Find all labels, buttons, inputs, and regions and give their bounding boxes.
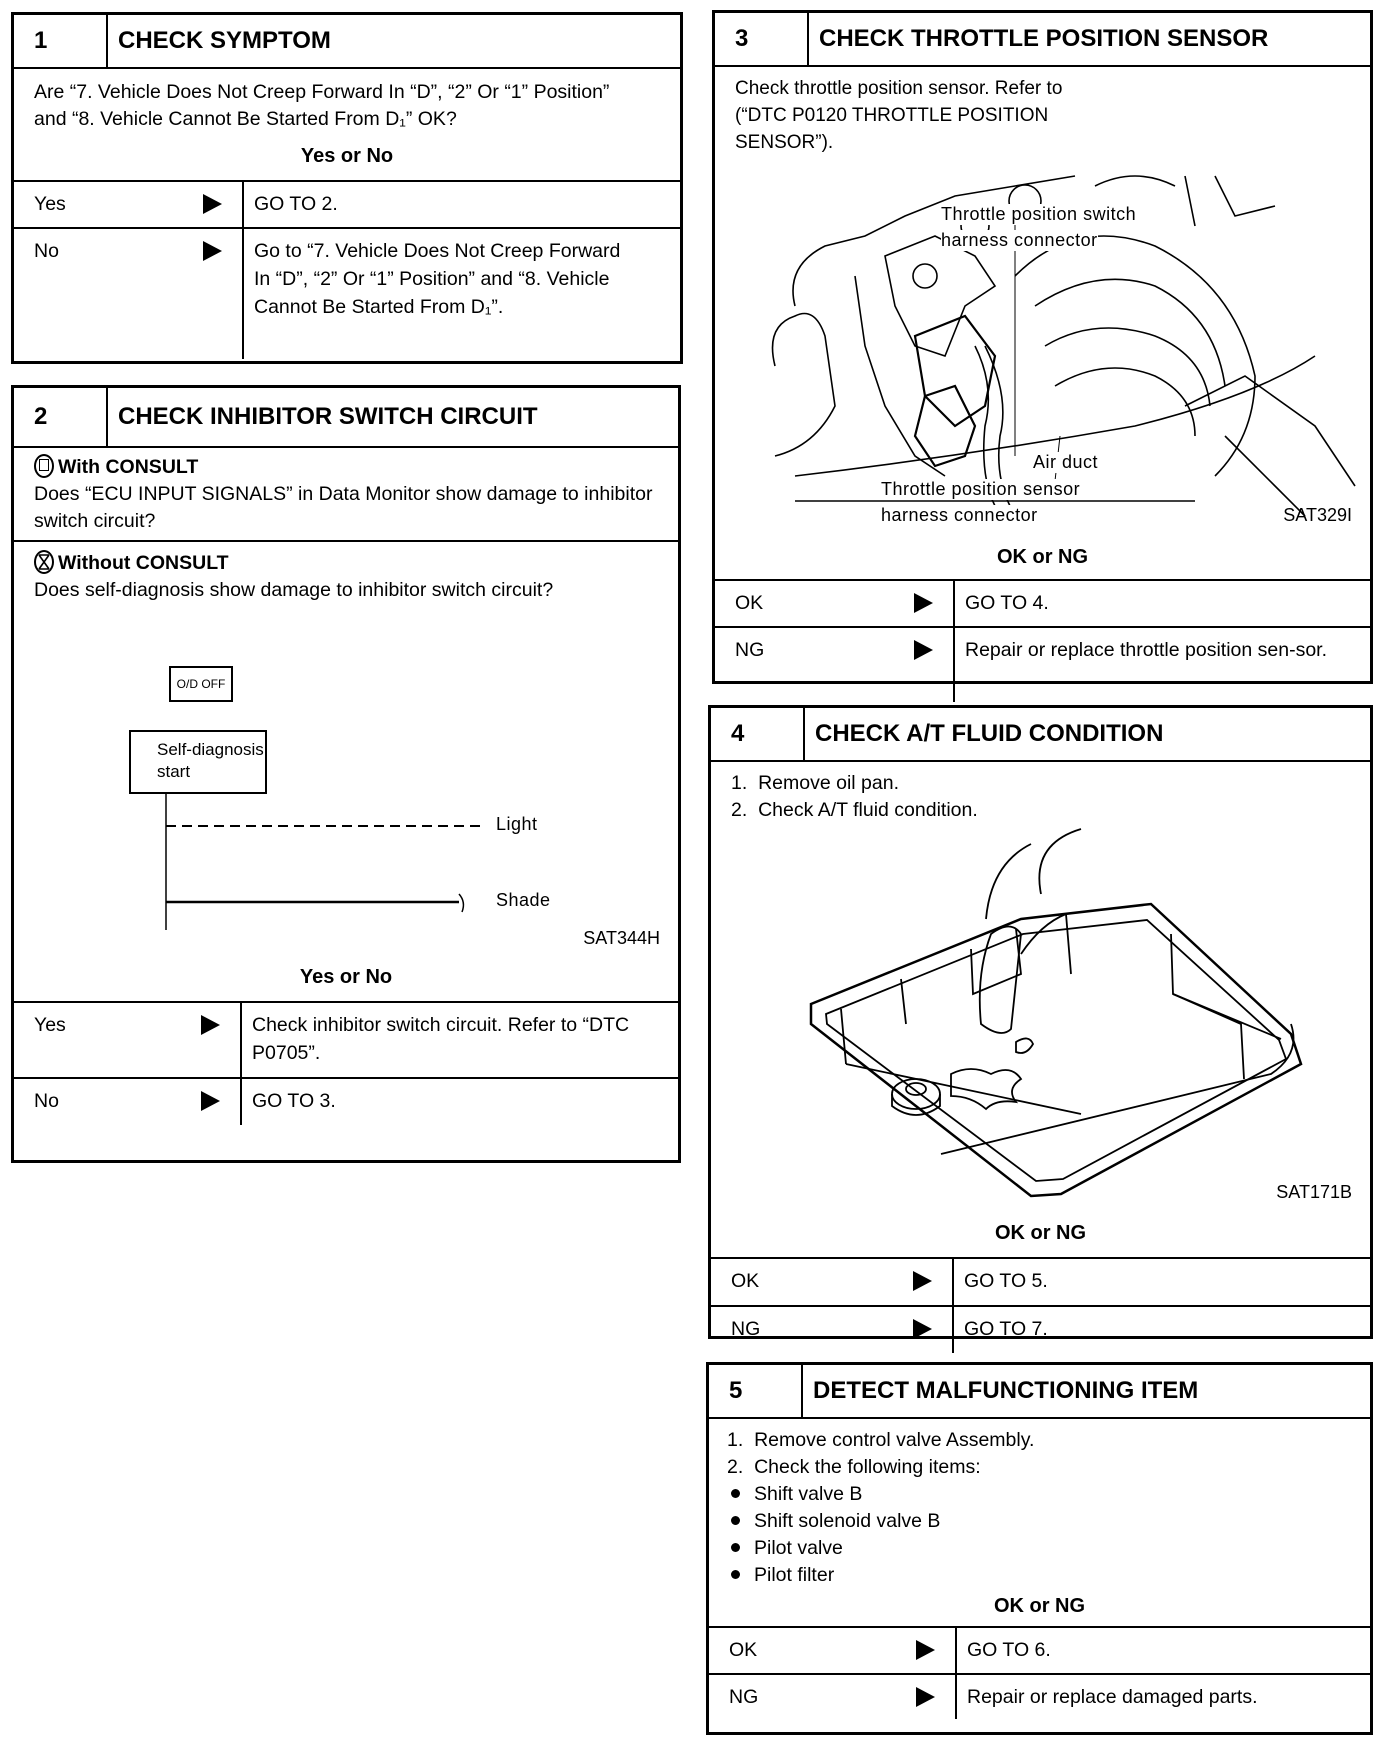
decision-label: OK or NG bbox=[993, 1595, 1086, 1617]
shade-label: Shade bbox=[496, 890, 551, 910]
check-item: Shift valve B bbox=[727, 1481, 1350, 1508]
label-tps-sensor-1: Throttle position sensor bbox=[881, 479, 1081, 499]
arrow-right-icon bbox=[914, 593, 933, 613]
figure-code: SAT329I bbox=[1283, 505, 1352, 525]
figure-code: SAT171B bbox=[1276, 1182, 1352, 1202]
label-tps-switch-2: harness connector bbox=[941, 230, 1098, 250]
oil-pan-figure bbox=[711, 824, 1370, 1204]
step-header bbox=[715, 13, 1370, 67]
outcome-label: No bbox=[34, 240, 59, 262]
light-label: Light bbox=[496, 814, 538, 834]
bullet-icon bbox=[731, 1516, 740, 1525]
od-off-lamp: O/D OFF bbox=[169, 666, 233, 702]
throttle-sensor-figure bbox=[715, 156, 1370, 526]
outcome-action: GO TO 3. bbox=[252, 1090, 336, 1112]
outcome-label: OK bbox=[731, 1270, 760, 1292]
decision-label: Yes or No bbox=[299, 966, 393, 988]
outcome-action: GO TO 6. bbox=[967, 1639, 1051, 1661]
step-instructions bbox=[711, 762, 1370, 824]
step-number: 2 bbox=[14, 388, 108, 446]
step-question: Are “7. Vehicle Does Not Creep Forward In “D”, “2” Or “1” Position” and “8. Vehicle Cannot Be Started From D₁” OK? bbox=[34, 81, 610, 130]
outcome-row-ok bbox=[711, 1257, 1370, 1305]
step-3-box bbox=[712, 10, 1373, 684]
outcome-action: GO TO 2. bbox=[254, 193, 338, 215]
self-diagnosis-figure bbox=[14, 610, 678, 950]
outcome-action: GO TO 7. bbox=[964, 1318, 1048, 1340]
outcome-row-yes bbox=[14, 180, 680, 227]
outcome-label: NG bbox=[735, 639, 765, 661]
diagnosis-signal-lines bbox=[14, 610, 654, 950]
arrow-right-icon bbox=[913, 1271, 932, 1291]
step-number: 3 bbox=[715, 13, 809, 65]
no-consult-icon bbox=[34, 550, 54, 574]
bullet-icon bbox=[731, 1570, 740, 1579]
step-header bbox=[14, 388, 678, 448]
outcome-label: No bbox=[34, 1090, 59, 1112]
step-title: CHECK THROTTLE POSITION SENSOR bbox=[819, 25, 1269, 52]
step-header bbox=[709, 1365, 1370, 1419]
step-number: 4 bbox=[711, 708, 805, 760]
outcome-row-yes bbox=[14, 1001, 678, 1077]
bullet-icon bbox=[731, 1489, 740, 1498]
step-header bbox=[14, 15, 680, 69]
outcome-row-no bbox=[14, 1077, 678, 1125]
outcome-row-ok bbox=[709, 1626, 1370, 1673]
decision-label: OK or NG bbox=[996, 546, 1089, 568]
step-title: DETECT MALFUNCTIONING ITEM bbox=[813, 1377, 1199, 1404]
with-consult-text: Does “ECU INPUT SIGNALS” in Data Monitor show damage to inhibitor switch circuit? bbox=[34, 483, 653, 532]
with-consult-section bbox=[14, 448, 678, 542]
check-item: Shift solenoid valve B bbox=[727, 1508, 1350, 1535]
oil-pan-illustration bbox=[711, 824, 1371, 1204]
instruction-item: 1. Remove oil pan. bbox=[731, 772, 900, 794]
step-number: 1 bbox=[14, 15, 108, 67]
instruction-item: 2. Check A/T fluid condition. bbox=[731, 799, 978, 821]
arrow-right-icon bbox=[916, 1640, 935, 1660]
with-consult-heading: With CONSULT bbox=[58, 456, 199, 478]
outcome-row-ok bbox=[715, 579, 1370, 626]
bullet-icon bbox=[731, 1543, 740, 1552]
arrow-right-icon bbox=[914, 640, 933, 660]
step-2-box bbox=[11, 385, 681, 1163]
decision-label: OK or NG bbox=[994, 1222, 1087, 1244]
check-item: Pilot filter bbox=[727, 1562, 1350, 1589]
outcome-row-no bbox=[14, 227, 680, 359]
outcome-row-ng bbox=[711, 1305, 1370, 1353]
step-instructions bbox=[709, 1419, 1370, 1589]
step-text: Check throttle position sensor. Refer to (“DTC P0120 THROTTLE POSITION SENSOR”). bbox=[735, 78, 1063, 153]
outcome-row-ng bbox=[709, 1673, 1370, 1719]
outcome-label: OK bbox=[735, 592, 764, 614]
outcome-label: Yes bbox=[34, 1014, 66, 1036]
arrow-right-icon bbox=[201, 1091, 220, 1111]
step-title: CHECK INHIBITOR SWITCH CIRCUIT bbox=[118, 403, 538, 430]
arrow-right-icon bbox=[203, 241, 222, 261]
instruction-item: 1. Remove control valve Assembly. bbox=[727, 1429, 1035, 1451]
outcome-action: Go to “7. Vehicle Does Not Creep Forward In “D”, “2” Or “1” Position” and “8. Vehicle Cannot Be Started From D₁”. bbox=[254, 240, 621, 318]
outcome-action: GO TO 5. bbox=[964, 1270, 1048, 1292]
step-4-box bbox=[708, 705, 1373, 1339]
outcome-action: Repair or replace damaged parts. bbox=[967, 1686, 1258, 1708]
without-consult-heading: Without CONSULT bbox=[58, 552, 229, 574]
step-title: CHECK SYMPTOM bbox=[118, 27, 331, 54]
label-air-duct: Air duct bbox=[1033, 452, 1099, 472]
label-tps-sensor-2: harness connector bbox=[881, 505, 1038, 525]
instruction-item: 2. Check the following items: bbox=[727, 1456, 981, 1478]
outcome-action: Repair or replace throttle position sen-sor. bbox=[965, 639, 1328, 661]
consult-icon bbox=[34, 454, 54, 478]
outcome-label: NG bbox=[731, 1318, 761, 1340]
outcome-label: OK bbox=[729, 1639, 758, 1661]
outcome-row-ng bbox=[715, 626, 1370, 702]
outcome-label: NG bbox=[729, 1686, 759, 1708]
arrow-right-icon bbox=[916, 1687, 935, 1707]
self-diagnosis-start-box: Self-diagnosis start bbox=[129, 730, 267, 794]
without-consult-section bbox=[14, 542, 678, 610]
arrow-right-icon bbox=[913, 1319, 932, 1339]
step-title: CHECK A/T FLUID CONDITION bbox=[815, 720, 1164, 747]
check-item: Pilot valve bbox=[727, 1535, 1350, 1562]
step-5-box bbox=[706, 1362, 1373, 1735]
decision-label: Yes or No bbox=[300, 145, 394, 167]
step-number: 5 bbox=[709, 1365, 803, 1417]
without-consult-text: Does self-diagnosis show damage to inhibitor switch circuit? bbox=[34, 579, 554, 601]
outcome-action: Check inhibitor switch circuit. Refer to “DTC P0705”. bbox=[252, 1014, 630, 1064]
figure-code: SAT344H bbox=[583, 928, 660, 948]
outcome-label: Yes bbox=[34, 193, 66, 215]
step-1-box bbox=[11, 12, 683, 364]
arrow-right-icon bbox=[203, 194, 222, 214]
step-header bbox=[711, 708, 1370, 762]
outcome-action: GO TO 4. bbox=[965, 592, 1049, 614]
label-tps-switch-1: Throttle position switch bbox=[941, 204, 1137, 224]
arrow-right-icon bbox=[201, 1015, 220, 1035]
